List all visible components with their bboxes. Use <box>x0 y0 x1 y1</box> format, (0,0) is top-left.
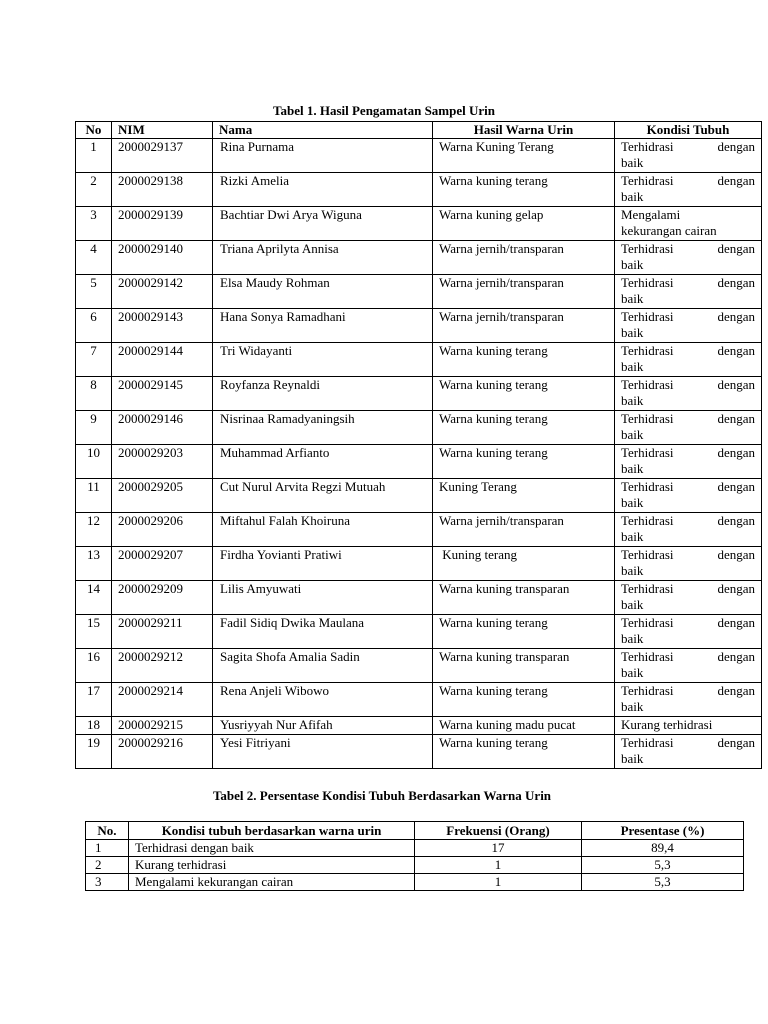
table-row <box>76 173 762 207</box>
cell-hasil-warna: Warna jernih/transparan <box>433 309 615 343</box>
kondisi-line-2: baik <box>621 257 644 272</box>
kondisi-word-2: dengan <box>717 513 755 528</box>
cell-hasil-warna: Kuning Terang <box>433 479 615 513</box>
kondisi-word-1: Terhidrasi <box>621 173 674 188</box>
cell-no: 18 <box>76 717 112 735</box>
kondisi-word-1: Terhidrasi <box>621 547 674 562</box>
kondisi-line-1 <box>621 411 755 427</box>
header-no: No. <box>86 822 129 840</box>
cell-no: 17 <box>76 683 112 717</box>
kondisi-line-1 <box>621 615 755 631</box>
table-row <box>76 649 762 683</box>
cell-nim: 2000029139 <box>112 207 213 241</box>
table-row <box>76 343 762 377</box>
cell-kondisi-tubuh <box>615 309 762 343</box>
cell-no: 14 <box>76 581 112 615</box>
cell-nim: 2000029212 <box>112 649 213 683</box>
cell-kondisi-tubuh <box>615 735 762 769</box>
cell-nama: Rizki Amelia <box>213 173 433 207</box>
kondisi-line-2: baik <box>621 631 644 646</box>
cell-no: 9 <box>76 411 112 445</box>
cell-no: 11 <box>76 479 112 513</box>
cell-kondisi-tubuh <box>615 717 762 735</box>
cell-nama: Cut Nurul Arvita Regzi Mutuah <box>213 479 433 513</box>
kondisi-word-2: dengan <box>717 173 755 188</box>
kondisi-line-1 <box>621 717 755 733</box>
condition-percentage-table <box>85 821 744 891</box>
urine-observation-table <box>75 121 762 769</box>
cell-no: 2 <box>86 857 129 874</box>
cell-nama: Lilis Amyuwati <box>213 581 433 615</box>
header-hasil-warna-urin: Hasil Warna Urin <box>433 122 615 139</box>
header-kondisi-tubuh: Kondisi Tubuh <box>615 122 762 139</box>
kondisi-line-2: baik <box>621 427 644 442</box>
cell-no: 1 <box>86 840 129 857</box>
table-row <box>76 581 762 615</box>
kondisi-line-2: baik <box>621 699 644 714</box>
cell-presentase: 5,3 <box>582 857 744 874</box>
table-row <box>76 479 762 513</box>
cell-nama: Firdha Yovianti Pratiwi <box>213 547 433 581</box>
cell-hasil-warna: Warna kuning terang <box>433 615 615 649</box>
cell-no: 10 <box>76 445 112 479</box>
cell-nim: 2000029214 <box>112 683 213 717</box>
cell-nama: Bachtiar Dwi Arya Wiguna <box>213 207 433 241</box>
cell-kondisi-tubuh <box>615 683 762 717</box>
kondisi-word-2: dengan <box>717 343 755 358</box>
cell-hasil-warna: Warna kuning terang <box>433 173 615 207</box>
kondisi-word-1: Kurang terhidrasi <box>621 717 713 732</box>
table-row <box>76 615 762 649</box>
cell-nim: 2000029209 <box>112 581 213 615</box>
kondisi-word-2: dengan <box>717 377 755 392</box>
cell-nama: Triana Aprilyta Annisa <box>213 241 433 275</box>
kondisi-word-1: Terhidrasi <box>621 479 674 494</box>
cell-nim: 2000029211 <box>112 615 213 649</box>
cell-hasil-warna: Warna kuning transparan <box>433 581 615 615</box>
kondisi-word-1: Terhidrasi <box>621 241 674 256</box>
cell-nama: Royfanza Reynaldi <box>213 377 433 411</box>
kondisi-line-1 <box>621 309 755 325</box>
kondisi-line-1 <box>621 139 755 155</box>
kondisi-line-2: baik <box>621 359 644 374</box>
cell-no: 6 <box>76 309 112 343</box>
cell-kondisi: Terhidrasi dengan baik <box>129 840 415 857</box>
header-nama: Nama <box>213 122 433 139</box>
cell-hasil-warna: Warna kuning terang <box>433 683 615 717</box>
table-row <box>86 874 744 891</box>
header-nim: NIM <box>112 122 213 139</box>
table-row <box>76 513 762 547</box>
cell-hasil-warna: Warna Kuning Terang <box>433 139 615 173</box>
kondisi-word-2: dengan <box>717 581 755 596</box>
cell-nama: Muhammad Arfianto <box>213 445 433 479</box>
cell-hasil-warna: Warna jernih/transparan <box>433 275 615 309</box>
cell-hasil-warna: Warna kuning terang <box>433 411 615 445</box>
cell-frekuensi: 1 <box>415 874 582 891</box>
cell-frekuensi: 17 <box>415 840 582 857</box>
kondisi-line-1 <box>621 445 755 461</box>
kondisi-line-2: baik <box>621 393 644 408</box>
kondisi-word-1: Terhidrasi <box>621 411 674 426</box>
cell-no: 4 <box>76 241 112 275</box>
cell-hasil-warna: Warna kuning madu pucat <box>433 717 615 735</box>
table-header-row <box>86 822 744 840</box>
cell-nama: Hana Sonya Ramadhani <box>213 309 433 343</box>
cell-no: 2 <box>76 173 112 207</box>
kondisi-word-1: Terhidrasi <box>621 377 674 392</box>
cell-nim: 2000029206 <box>112 513 213 547</box>
cell-no: 3 <box>76 207 112 241</box>
cell-hasil-warna: Warna kuning terang <box>433 377 615 411</box>
cell-kondisi: Mengalami kekurangan cairan <box>129 874 415 891</box>
kondisi-word-2: dengan <box>717 411 755 426</box>
kondisi-line-1 <box>621 377 755 393</box>
kondisi-word-2: dengan <box>717 445 755 460</box>
kondisi-line-2: baik <box>621 189 644 204</box>
table2-caption: Tabel 2. Persentase Kondisi Tubuh Berdasarkan Warna Urin <box>212 788 552 803</box>
kondisi-word-1: Terhidrasi <box>621 581 674 596</box>
cell-kondisi-tubuh <box>615 547 762 581</box>
kondisi-line-2: baik <box>621 751 644 766</box>
cell-hasil-warna: Warna jernih/transparan <box>433 513 615 547</box>
kondisi-word-1: Mengalami <box>621 207 681 222</box>
header-kondisi-tubuh: Kondisi tubuh berdasarkan warna urin <box>129 822 415 840</box>
kondisi-word-2: dengan <box>717 275 755 290</box>
kondisi-word-2: dengan <box>717 479 755 494</box>
kondisi-line-2: baik <box>621 325 644 340</box>
table-row <box>76 547 762 581</box>
kondisi-word-2: dengan <box>717 683 755 698</box>
cell-no: 3 <box>86 874 129 891</box>
cell-kondisi-tubuh <box>615 445 762 479</box>
cell-nim: 2000029142 <box>112 275 213 309</box>
table-row <box>76 139 762 173</box>
cell-hasil-warna: Warna kuning terang <box>433 735 615 769</box>
kondisi-word-1: Terhidrasi <box>621 615 674 630</box>
header-no: No <box>76 122 112 139</box>
kondisi-line-1 <box>621 513 755 529</box>
cell-kondisi-tubuh <box>615 411 762 445</box>
kondisi-line-1 <box>621 241 755 257</box>
kondisi-word-1: Terhidrasi <box>621 275 674 290</box>
cell-no: 13 <box>76 547 112 581</box>
cell-nama: Yusriyyah Nur Afifah <box>213 717 433 735</box>
cell-presentase: 5,3 <box>582 874 744 891</box>
kondisi-word-1: Terhidrasi <box>621 139 674 154</box>
table1-caption: Tabel 1. Hasil Pengamatan Sampel Urin <box>273 103 495 118</box>
cell-nim: 2000029138 <box>112 173 213 207</box>
cell-nim: 2000029205 <box>112 479 213 513</box>
kondisi-word-1: Terhidrasi <box>621 513 674 528</box>
cell-nama: Tri Widayanti <box>213 343 433 377</box>
table-row <box>76 735 762 769</box>
header-presentase: Presentase (%) <box>582 822 744 840</box>
cell-hasil-warna: Warna kuning terang <box>433 343 615 377</box>
cell-nama: Fadil Sidiq Dwika Maulana <box>213 615 433 649</box>
header-frekuensi: Frekuensi (Orang) <box>415 822 582 840</box>
cell-nim: 2000029215 <box>112 717 213 735</box>
kondisi-line-2: baik <box>621 495 644 510</box>
cell-kondisi: Kurang terhidrasi <box>129 857 415 874</box>
cell-presentase: 89,4 <box>582 840 744 857</box>
cell-kondisi-tubuh <box>615 207 762 241</box>
table-row <box>86 857 744 874</box>
table-row <box>76 241 762 275</box>
kondisi-line-1 <box>621 479 755 495</box>
kondisi-line-1 <box>621 735 755 751</box>
kondisi-line-2: baik <box>621 461 644 476</box>
cell-kondisi-tubuh <box>615 241 762 275</box>
table-row <box>76 309 762 343</box>
kondisi-line-1 <box>621 649 755 665</box>
cell-no: 8 <box>76 377 112 411</box>
cell-kondisi-tubuh <box>615 479 762 513</box>
cell-no: 1 <box>76 139 112 173</box>
cell-nim: 2000029216 <box>112 735 213 769</box>
cell-hasil-warna: Warna kuning gelap <box>433 207 615 241</box>
cell-nim: 2000029145 <box>112 377 213 411</box>
kondisi-word-1: Terhidrasi <box>621 735 674 750</box>
cell-nim: 2000029143 <box>112 309 213 343</box>
kondisi-line-1 <box>621 173 755 189</box>
kondisi-line-1 <box>621 275 755 291</box>
kondisi-word-1: Terhidrasi <box>621 343 674 358</box>
kondisi-line-2: baik <box>621 597 644 612</box>
cell-kondisi-tubuh <box>615 615 762 649</box>
table-row <box>76 275 762 309</box>
kondisi-line-1 <box>621 343 755 359</box>
cell-nama: Rina Purnama <box>213 139 433 173</box>
cell-kondisi-tubuh <box>615 377 762 411</box>
cell-no: 12 <box>76 513 112 547</box>
cell-nama: Sagita Shofa Amalia Sadin <box>213 649 433 683</box>
kondisi-word-1: Terhidrasi <box>621 683 674 698</box>
cell-frekuensi: 1 <box>415 857 582 874</box>
kondisi-line-2: baik <box>621 155 644 170</box>
kondisi-word-1: Terhidrasi <box>621 649 674 664</box>
table-row <box>76 683 762 717</box>
cell-nama: Rena Anjeli Wibowo <box>213 683 433 717</box>
table-row <box>76 717 762 735</box>
cell-nim: 2000029137 <box>112 139 213 173</box>
kondisi-word-2: dengan <box>717 139 755 154</box>
cell-hasil-warna: Kuning terang <box>433 547 615 581</box>
kondisi-word-2: dengan <box>717 547 755 562</box>
cell-no: 19 <box>76 735 112 769</box>
cell-no: 16 <box>76 649 112 683</box>
kondisi-line-1 <box>621 207 755 223</box>
kondisi-word-1: Terhidrasi <box>621 445 674 460</box>
kondisi-line-2: baik <box>621 529 644 544</box>
table-row <box>76 377 762 411</box>
cell-nim: 2000029140 <box>112 241 213 275</box>
cell-no: 5 <box>76 275 112 309</box>
kondisi-line-2: kekurangan cairan <box>621 223 717 238</box>
cell-nama: Yesi Fitriyani <box>213 735 433 769</box>
kondisi-line-2: baik <box>621 665 644 680</box>
cell-nama: Elsa Maudy Rohman <box>213 275 433 309</box>
kondisi-line-2: baik <box>621 563 644 578</box>
cell-kondisi-tubuh <box>615 139 762 173</box>
kondisi-word-2: dengan <box>717 615 755 630</box>
cell-nama: Miftahul Falah Khoiruna <box>213 513 433 547</box>
cell-kondisi-tubuh <box>615 343 762 377</box>
table-row <box>76 411 762 445</box>
kondisi-line-1 <box>621 683 755 699</box>
kondisi-word-1: Terhidrasi <box>621 309 674 324</box>
table-row <box>76 445 762 479</box>
cell-hasil-warna: Warna jernih/transparan <box>433 241 615 275</box>
cell-nim: 2000029207 <box>112 547 213 581</box>
cell-no: 15 <box>76 615 112 649</box>
kondisi-word-2: dengan <box>717 735 755 750</box>
table-header-row <box>76 122 762 139</box>
table-row <box>86 840 744 857</box>
cell-kondisi-tubuh <box>615 173 762 207</box>
kondisi-word-2: dengan <box>717 309 755 324</box>
cell-kondisi-tubuh <box>615 275 762 309</box>
cell-nim: 2000029203 <box>112 445 213 479</box>
cell-nim: 2000029146 <box>112 411 213 445</box>
kondisi-line-2: baik <box>621 291 644 306</box>
kondisi-line-1 <box>621 581 755 597</box>
cell-kondisi-tubuh <box>615 649 762 683</box>
cell-kondisi-tubuh <box>615 581 762 615</box>
cell-nim: 2000029144 <box>112 343 213 377</box>
cell-no: 7 <box>76 343 112 377</box>
cell-hasil-warna: Warna kuning transparan <box>433 649 615 683</box>
kondisi-line-1 <box>621 547 755 563</box>
cell-nama: Nisrinaa Ramadyaningsih <box>213 411 433 445</box>
cell-kondisi-tubuh <box>615 513 762 547</box>
table-row <box>76 207 762 241</box>
kondisi-word-2: dengan <box>717 649 755 664</box>
cell-hasil-warna: Warna kuning terang <box>433 445 615 479</box>
kondisi-word-2: dengan <box>717 241 755 256</box>
